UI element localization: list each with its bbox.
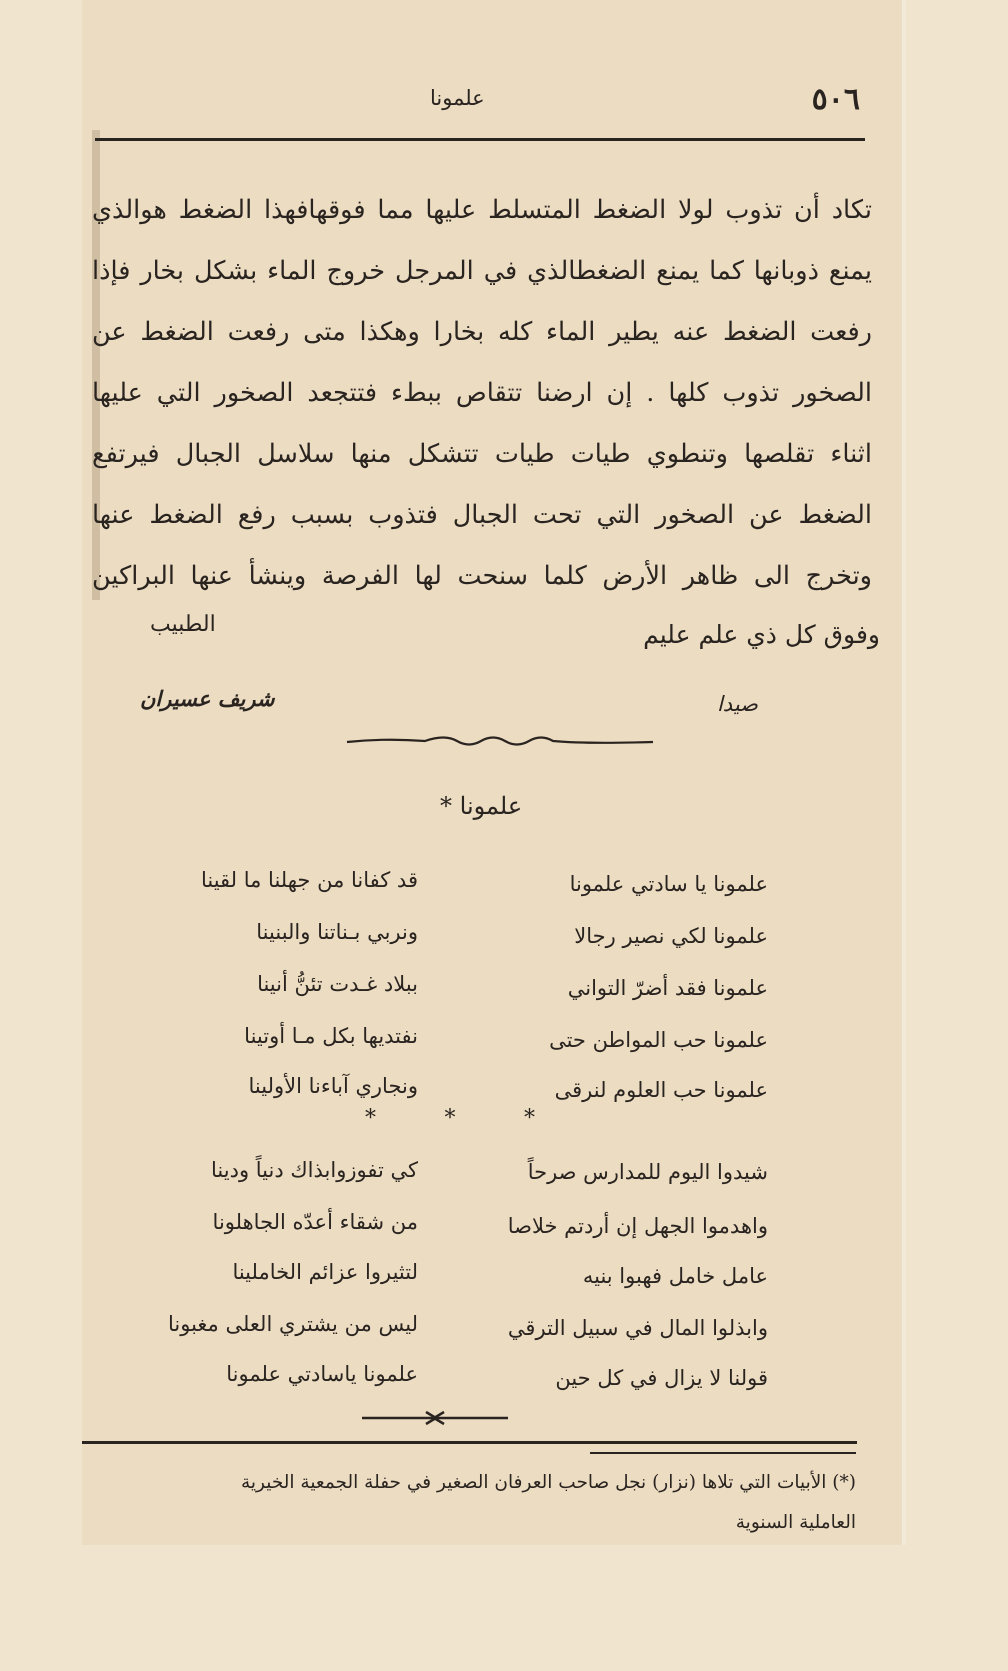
section-ornament xyxy=(345,728,655,754)
verse-right: علمونا حب المواطن حتى xyxy=(549,1028,768,1052)
header-rule xyxy=(95,138,865,141)
signature-place: صيدا xyxy=(716,692,758,716)
prose-line: رفعت الضغط عنه يطير الماء كله بخارا وهكذا متى رفعت الضغط عن xyxy=(92,317,872,347)
verse-right: علمونا لكي نصير رجالا xyxy=(574,924,768,948)
end-ornament xyxy=(360,1408,510,1428)
footnote-line: العاملية السنوية xyxy=(735,1512,856,1533)
verse-left: كي تفوزوابذاك دنياً ودينا xyxy=(211,1158,418,1182)
verse-left: علمونا ياسادتي علمونا xyxy=(226,1362,418,1386)
verse-right: علمونا حب العلوم لنرقى xyxy=(554,1078,768,1102)
verse-left: لتثيروا عزائم الخاملينا xyxy=(232,1260,418,1284)
signature-name: شريف عسيران xyxy=(140,686,275,711)
stanza-separator xyxy=(365,1106,535,1131)
prose-block xyxy=(92,180,872,607)
page-number: ٥٠٦ xyxy=(811,82,860,117)
verse-left: من شقاء أعدّه الجاهلونا xyxy=(212,1210,418,1234)
verse-left: نفتديها بكل مـا أوتينا xyxy=(244,1024,418,1048)
verse-left: ونربي بـناتنا والبنينا xyxy=(256,920,418,944)
prose-line: وتخرج الى ظاهر الأرض كلما سنحت لها الفرصة وينشأ عنها البراكين xyxy=(92,561,872,591)
verse-right: وابذلوا المال في سبيل الترقي xyxy=(507,1316,768,1340)
footnote-line: (*) الأبيات التي تلاها (نزار) نجل صاحب العرفان الصغير في حفلة الجمعية الخيرية xyxy=(240,1472,856,1493)
verse-right: قولنا لا يزال في كل حين xyxy=(555,1366,768,1390)
verse-left: ليس من يشتري العلى مغبونا xyxy=(167,1312,418,1336)
verse-left: ببلاد غـدت تئنُّ أنينا xyxy=(257,972,418,996)
verse-left: ونجاري آباءنا الأولينا xyxy=(248,1074,418,1098)
footnote-rule xyxy=(82,1441,857,1444)
verse-left: قد كفانا من جهلنا ما لقينا xyxy=(200,868,418,892)
separator-star: * xyxy=(524,1106,535,1131)
prose-closing-line: وفوق كل ذي علم عليم xyxy=(643,620,880,649)
verse-right: عامل خامل فهبوا بنيه xyxy=(582,1264,768,1288)
poem-title: علمونا * xyxy=(440,792,523,820)
page-header xyxy=(100,82,860,122)
prose-line: يمنع ذوبانها كما يمنع الضغطالذي في المرجل خروج الماء بشكل بخار فإذا xyxy=(92,256,872,286)
signature-title: الطبيب xyxy=(150,612,216,637)
prose-line: الضغط عن الصخور التي تحت الجبال فتذوب بسبب رفع الضغط عنها xyxy=(92,500,872,530)
verse-right: واهدموا الجهل إن أردتم خلاصا xyxy=(507,1214,768,1238)
footnote-rule-short xyxy=(590,1452,856,1454)
verse-right: علمونا يا سادتي علمونا xyxy=(569,872,768,896)
verse-right: شيدوا اليوم للمدارس صرحاً xyxy=(527,1160,768,1184)
prose-line: الصخور تذوب كلها . إن ارضنا تتقاص ببطء فتتجعد الصخور التي عليها xyxy=(92,378,872,408)
running-title: علمونا xyxy=(430,86,485,110)
prose-line: اثناء تقلصها وتنطوي طيات طيات تتشكل منها سلاسل الجبال فيرتفع xyxy=(92,439,872,469)
verse-right: علمونا فقد أضرّ التواني xyxy=(567,976,768,1000)
prose-line: تكاد أن تذوب لولا الضغط المتسلط عليها مما فوقهافهذا الضغط هوالذي xyxy=(92,195,872,225)
separator-star: * xyxy=(444,1106,456,1131)
separator-star: * xyxy=(365,1106,376,1131)
